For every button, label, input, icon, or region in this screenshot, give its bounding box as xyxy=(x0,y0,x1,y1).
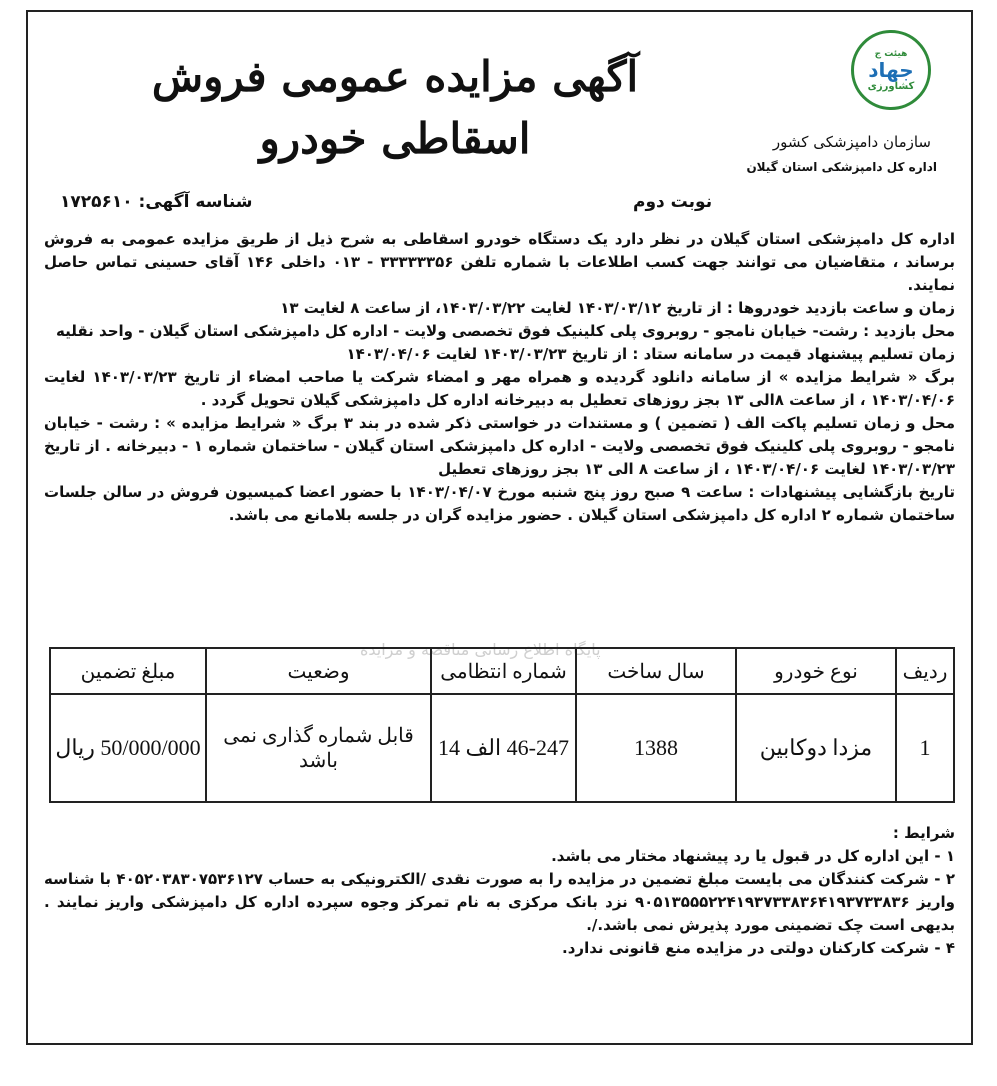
logo-top-text: هیئت ج xyxy=(874,48,908,59)
col-header-build-year: سال ساخت xyxy=(576,648,736,694)
col-header-vehicle-type: نوع خودرو xyxy=(736,648,896,694)
org-unit: اداره کل دامپزشکی استان گیلان xyxy=(746,160,937,174)
cell-build-year: 1388 xyxy=(576,694,736,802)
body-paragraph: زمان و ساعت بازدید خودروها : از تاریخ ۱۴۰۳/۰۳/۱۲ لغایت ۱۴۰۳/۰۳/۲۲، از ساعت ۸ لغایت ۱۳ xyxy=(280,299,955,317)
body-paragraph: برگ « شرایط مزایده » از سامانه دانلود گردیده و همراه مهر و امضاء شرکت یا صاحب امضاء از تاریخ ۱۴۰۳/۰۳/۲۳ لغایت ۱۴۰۳/۰۴/۰۶ ، از ساعت ۸الی ۱۳ بجز روزهای تعطیل به دبیرخانه اداره کل دامپزشکی گیلان تحویل گردد . xyxy=(44,368,955,409)
cell-row-number: 1 xyxy=(896,694,954,802)
col-header-status: وضعیت xyxy=(206,648,431,694)
col-header-deposit: مبلغ تضمین xyxy=(50,648,206,694)
condition-item: ۱ - این اداره کل در قبول یا رد پیشنهاد مختار می باشد. xyxy=(551,847,955,865)
watermark-text: پایگاه اطلاع رسانی مناقصه و مزایده xyxy=(360,640,601,659)
notice-id: شناسه آگهی: ۱۷۲۵۶۱۰ xyxy=(60,192,253,212)
cell-vehicle-type: مزدا دوکابین xyxy=(736,694,896,802)
table-row xyxy=(50,694,954,802)
title-line-2: اسقاطی خودرو xyxy=(259,114,531,163)
body-paragraph: اداره کل دامپزشکی استان گیلان در نظر دارد یک دستگاه خودرو اسقاطی به شرح ذیل از طریق مزایده عمومی به فروش برساند ، متقاضیان می توانند جهت کسب اطلاعات با شماره تلفن ۳۳۳۳۳۳۵۶ - ۰۱۳ داخلی ۱۴۶ آقای حسینی تماس حاصل نمایند. xyxy=(44,230,955,294)
jahad-logo xyxy=(851,30,931,110)
cell-deposit: 50/000/000 ریال xyxy=(50,694,206,802)
body-paragraph: محل و زمان تسلیم پاکت الف ( تضمین ) و مستندات در خواستی ذکر شده در بند ۳ برگ « شرایط مزایده » : رشت - خیابان نامجو - روبروی پلی کلینیک فوق تخصصی ولایت - اداره کل دامپزشکی استان گیلان - ساختمان شماره ۱ - دبیرخانه . از تاریخ ۱۴۰۳/۰۳/۲۳ لغایت ۱۴۰۳/۰۴/۰۶ ، از ساعت ۸ الی ۱۳ بجز روزهای تعطیل xyxy=(44,414,956,478)
cell-plate-number: 46-247 الف 14 xyxy=(431,694,576,802)
round-label: نوبت دوم xyxy=(633,192,713,212)
condition-item: ۴ - شرکت کارکنان دولتی در مزایده منع قانونی ندارد. xyxy=(562,939,955,957)
body-paragraph: محل بازدید : رشت- خیابان نامجو - روبروی پلی کلینیک فوق تخصصی ولایت - اداره کل دامپزشکی استان گیلان - واحد نقلیه xyxy=(56,322,955,340)
logo-main-text: جهاد xyxy=(868,57,914,82)
table-header-row xyxy=(50,648,954,694)
col-header-row-number: ردیف xyxy=(896,648,954,694)
org-name: سازمان دامپزشکی کشور xyxy=(772,133,931,151)
conditions-title: شرایط : xyxy=(892,824,955,842)
conditions-section xyxy=(44,822,955,960)
notice-body xyxy=(44,228,955,527)
logo-sub-text: کشاورزی xyxy=(867,80,915,92)
body-paragraph: زمان تسلیم پیشنهاد قیمت در سامانه ستاد : از تاریخ ۱۴۰۳/۰۳/۲۳ لغایت ۱۴۰۳/۰۴/۰۶ xyxy=(346,345,955,363)
condition-item: ۲ - شرکت کنندگان می بایست مبلغ تضمین در مزایده را به صورت نقدی /الکترونیکی به حساب ۴۰۵۲۰۳۸۳۰۷۵۳۶۱۲۷ با شناسه واریز ۹۰۵۱۳۵۵۵۲۲۴۱۹۳۷۳۳۸۳۶۴۱۹۳۷۳۳۸۳۶ نزد بانک مرکزی به نام تمرکز وجوه سپرده اداره کل دامپزشکی واریز نمایند . بدیهی است چک تضمینی مورد پذیرش نمی باشد./. xyxy=(44,870,955,934)
col-header-plate-number: شماره انتظامی xyxy=(431,648,576,694)
vehicle-table xyxy=(49,647,955,803)
cell-status: قابل شماره گذاری نمی باشد xyxy=(206,694,431,802)
body-paragraph: تاریخ بازگشایی پیشنهادات : ساعت ۹ صبح روز پنج شنبه مورخ ۱۴۰۳/۰۴/۰۷ با حضور اعضا کمیسیون فروش در سالن جلسات ساختمان شماره ۲ اداره کل دامپزشکی استان گیلان . حضور مزایده گران در جلسه بلامانع می باشد. xyxy=(44,483,955,524)
title-line-1: آگهی مزایده عمومی فروش xyxy=(151,52,639,101)
